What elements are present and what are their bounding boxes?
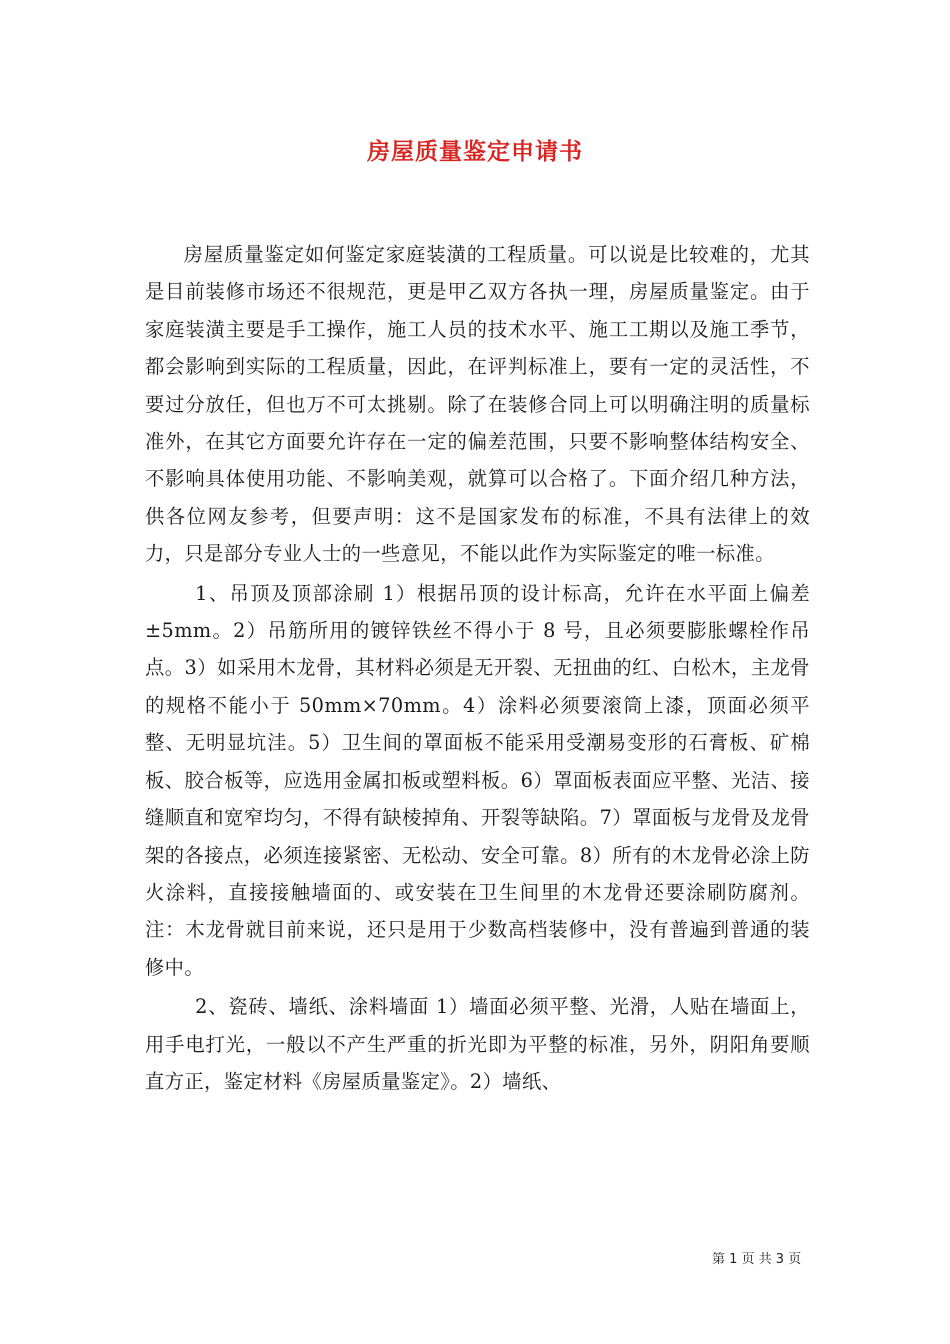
paragraph-intro: 房屋质量鉴定如何鉴定家庭装潢的工程质量。可以说是比较难的，尤其是目前装修市场还不很规范，更是甲乙双方各执一理，房屋质量鉴定。由于家庭装潢主要是手工操作，施工人员的技术水平、施工工期以及施工季节，都会影响到实际的工程质量，因此，在评判标准上，要有一定的灵活性，不要过分放任，但也万不可太挑剔。除了在装修合同上可以明确注明的质量标准外，在其它方面要允许存在一定的偏差范围，只要不影响整体结构安全、不影响具体使用功能、不影响美观，就算可以合格了。下面介绍几种方法，供各位网友参考，但要声明：这不是国家发布的标准，不具有法律上的效力，只是部分专业人士的一些意见，不能以此作为实际鉴定的唯一标准。	[145, 243, 810, 566]
document-title: 房屋质量鉴定申请书	[367, 139, 583, 165]
document-body	[145, 236, 810, 1102]
page-number-footer: 第 1 页 共 3 页	[712, 1252, 802, 1267]
paragraph-wall: 2、瓷砖、墙纸、涂料墙面 1）墙面必须平整、光滑，人贴在墙面上，用手电打光，一般以不产生严重的折光即为平整的标准，另外，阴阳角要顺直方正，鉴定材料《房屋质量鉴定》。2）墙纸、	[145, 995, 810, 1093]
paragraph-ceiling: 1、吊顶及顶部涂刷 1）根据吊顶的设计标高，允许在水平面上偏差±5mm。2）吊筋所用的镀锌铁丝不得小于 8 号，且必须要膨胀螺栓作吊点。3）如采用木龙骨，其材料必须是无开裂、无扭曲的红、白松木，主龙骨的规格不能小于 50mm×70mm。4）涂料必须要滚筒上漆，顶面必须平整、无明显坑洼。5）卫生间的罩面板不能采用受潮易变形的石膏板、矿棉板、胶合板等，应选用金属扣板或塑料板。6）罩面板表面应平整、光洁、接缝顺直和宽窄均匀，不得有缺棱掉角、开裂等缺陷。7）罩面板与龙骨及龙骨架的各接点，必须连接紧密、无松动、安全可靠。8）所有的木龙骨必涂上防火涂料，直接接触墙面的、或安装在卫生间里的木龙骨还要涂刷防腐剂。注：木龙骨就目前来说，还只是用于少数高档装修中，没有普遍到普通的装修中。	[145, 581, 810, 979]
